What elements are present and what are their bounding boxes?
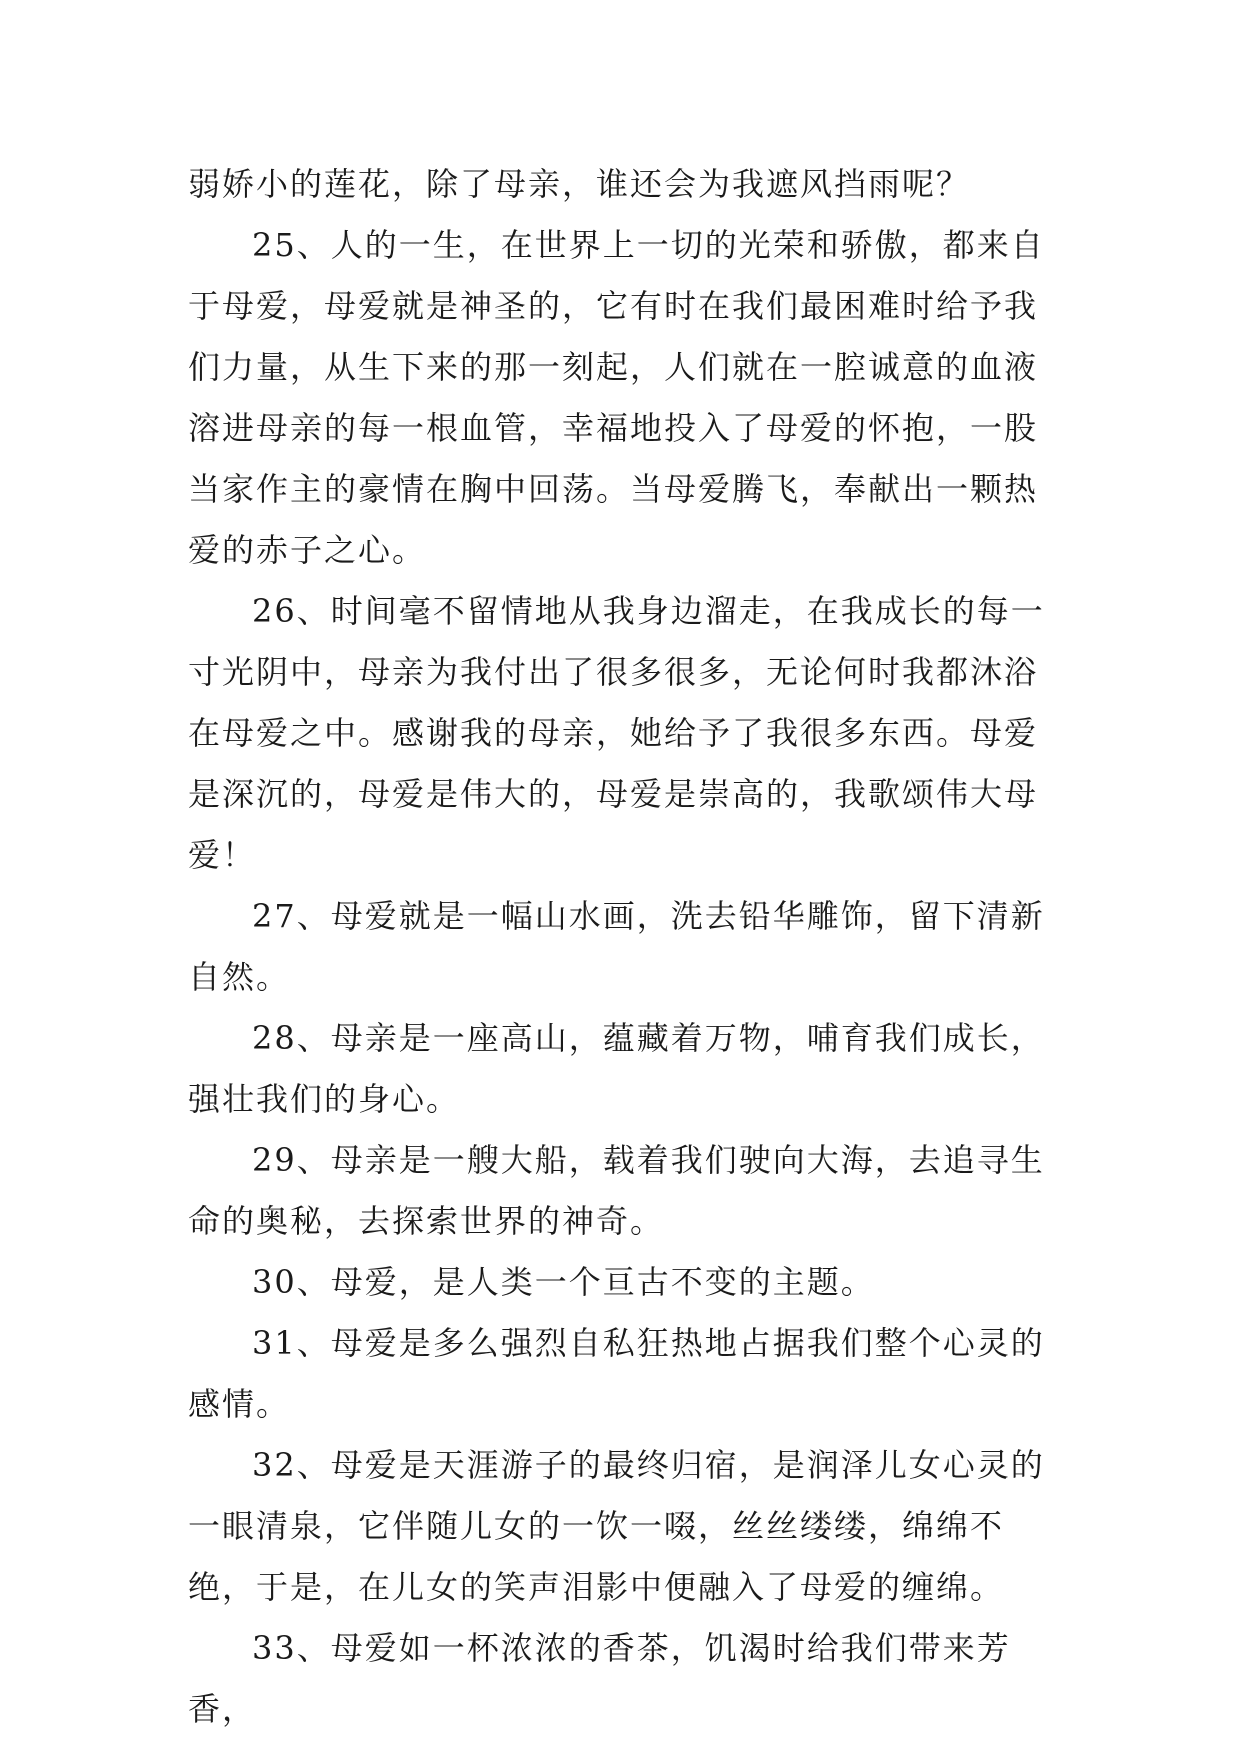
paragraph-33: 33、母爱如一杯浓浓的香茶，饥渴时给我们带来芳香， — [188, 1629, 1011, 1728]
paragraph-26: 26、时间毫不留情地从我身边溜走，在我成长的每一寸光阴中，母亲为我付出了很多很多，无论何时我都沐浴在母爱之中。感谢我的母亲，她给予了我很多东西。母爱是深沉的，母爱是伟大的，母爱是崇高的，我歌颂伟大母爱！ — [188, 592, 1045, 874]
paragraph-25: 25、人的一生，在世界上一切的光荣和骄傲，都来自于母爱，母爱就是神圣的，它有时在我们最困难时给予我们力量，从生下来的那一刻起，人们就在一腔诚意的血液溶进母亲的每一根血管，幸福地投入了母爱的怀抱，一股当家作主的豪情在胸中回荡。当母爱腾飞，奉献出一颗热爱的赤子之心。 — [188, 226, 1045, 569]
paragraph-28: 28、母亲是一座高山，蕴藏着万物，哺育我们成长，强壮我们的身心。 — [188, 1019, 1045, 1118]
paragraph-32: 32、母爱是天涯游子的最终归宿，是润泽儿女心灵的一眼清泉，它伴随儿女的一饮一啜，丝丝缕缕，绵绵不绝，于是，在儿女的笑声泪影中便融入了母爱的缠绵。 — [188, 1446, 1045, 1606]
paragraph-27: 27、母爱就是一幅山水画，洗去铅华雕饰，留下清新自然。 — [188, 897, 1045, 996]
paragraph-30: 30、母爱，是人类一个亘古不变的主题。 — [252, 1263, 875, 1301]
paragraph-24-continuation: 弱娇小的莲花，除了母亲，谁还会为我遮风挡雨呢？ — [188, 165, 971, 203]
paragraph-29: 29、母亲是一艘大船，载着我们驶向大海，去追寻生命的奥秘，去探索世界的神奇。 — [188, 1141, 1045, 1240]
document-body — [188, 154, 1054, 1740]
paragraph-31: 31、母爱是多么强烈自私狂热地占据我们整个心灵的感情。 — [188, 1324, 1045, 1423]
